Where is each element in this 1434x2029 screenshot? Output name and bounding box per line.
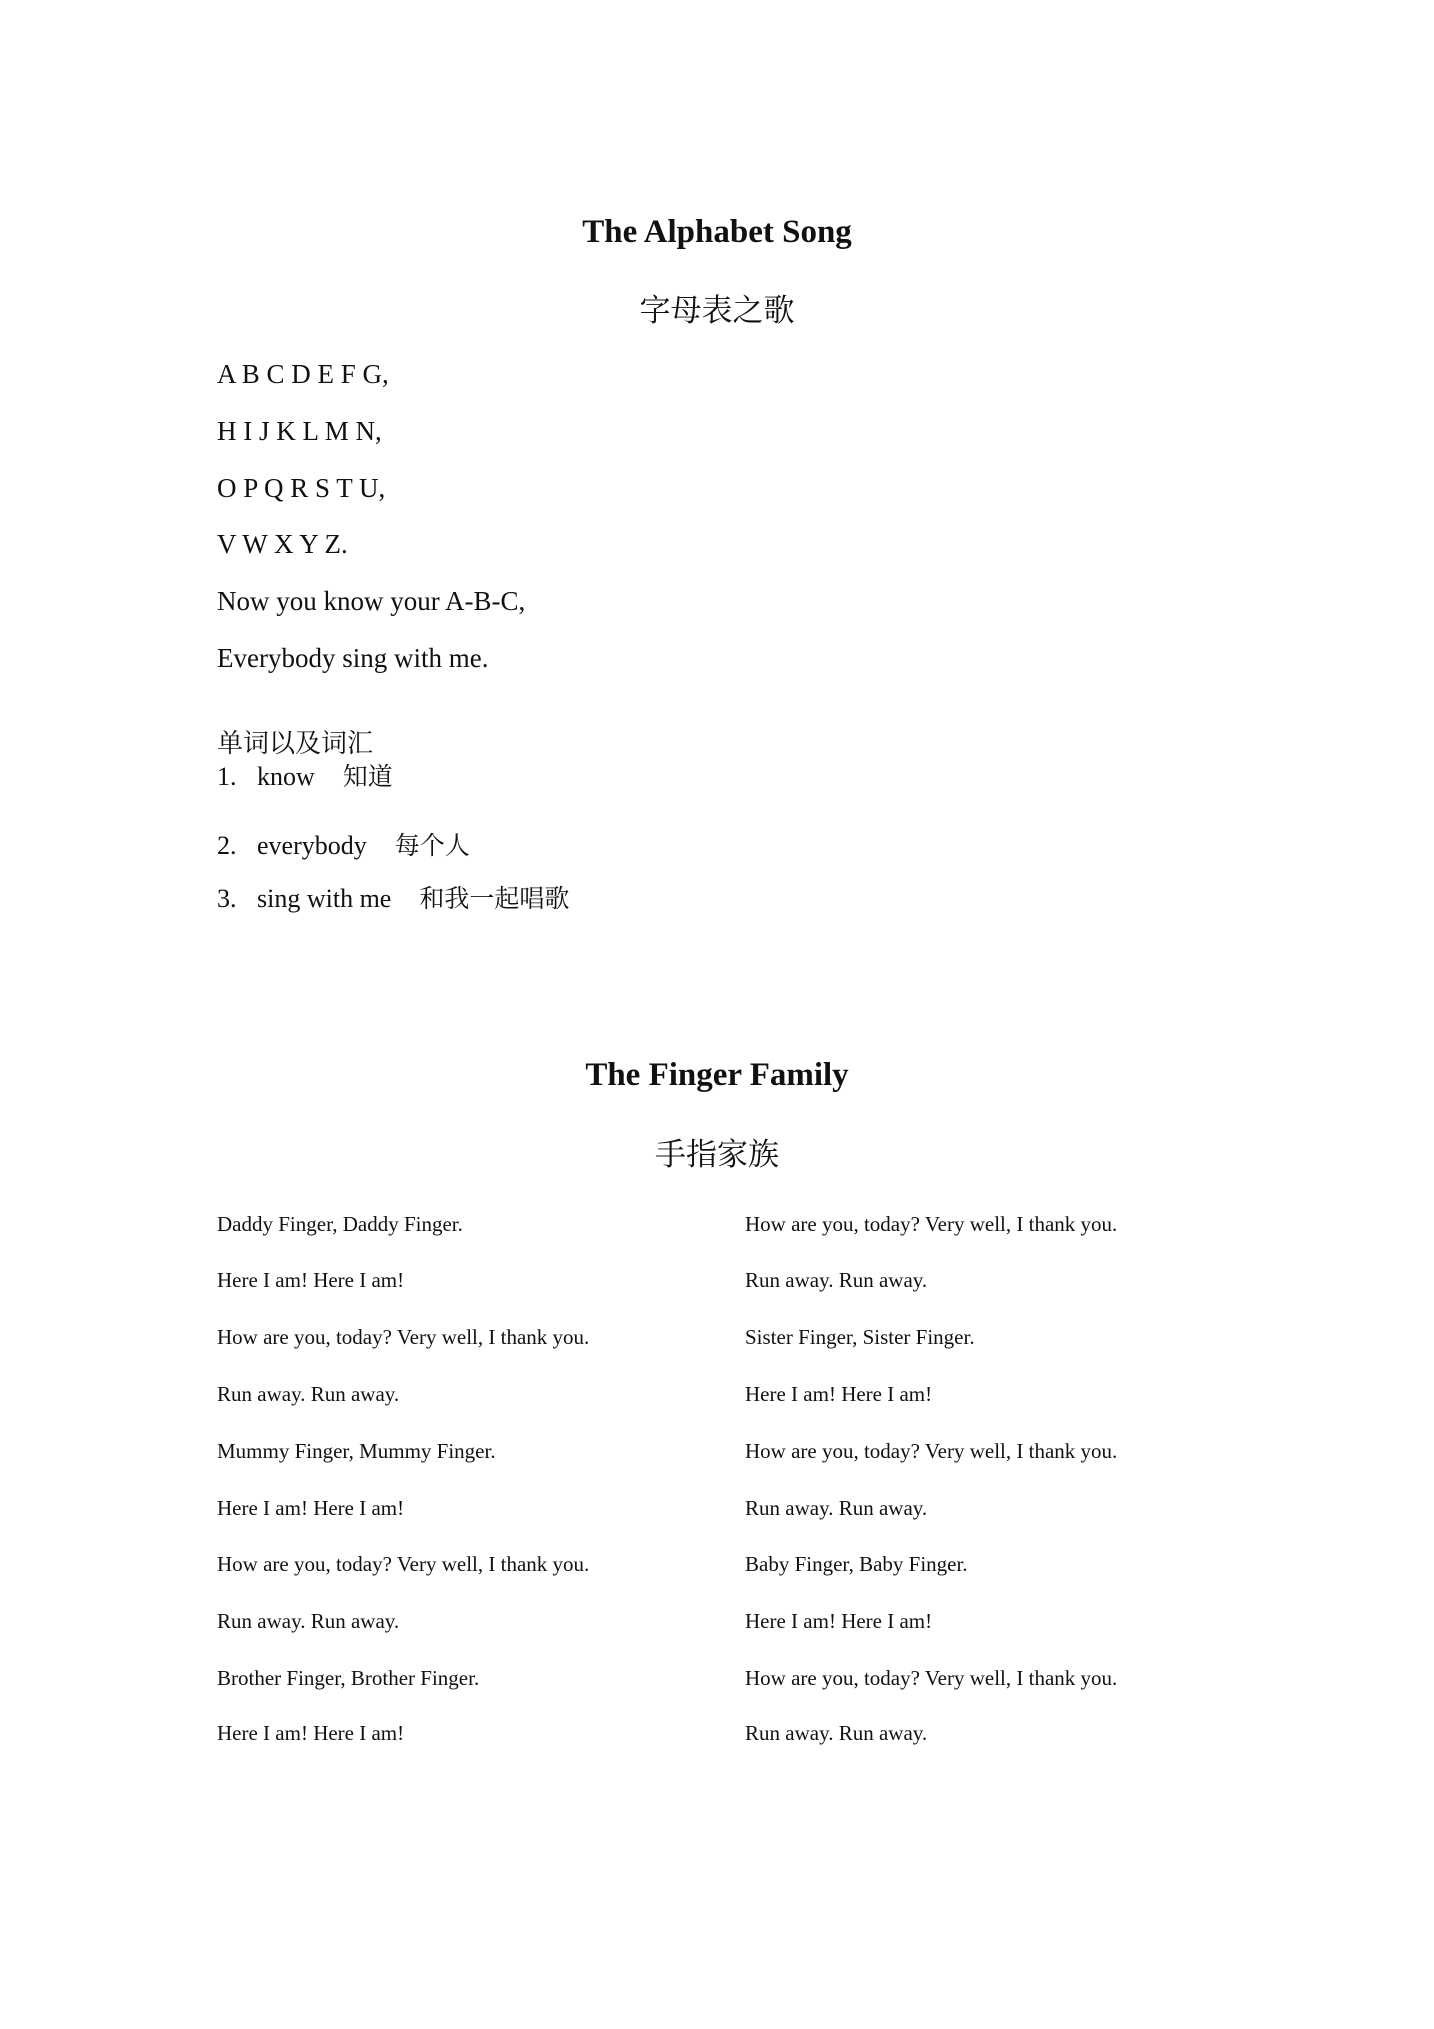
vocab-word: everybody [257, 831, 367, 860]
lyric-line: H I J K L M N, [217, 416, 382, 446]
vocab-meaning: 每个人 [394, 831, 470, 860]
lyric-line: Run away. Run away. [745, 1721, 928, 1745]
vocab-meaning: 和我一起唱歌 [419, 884, 570, 913]
vocab-heading: 单词以及词汇 [217, 729, 374, 759]
lyric-line: Baby Finger, Baby Finger. [745, 1552, 968, 1576]
vocab-word: sing with me [257, 884, 392, 913]
lyric-line: O P Q R S T U, [217, 473, 386, 503]
vocab-number: 1. [217, 762, 237, 791]
vocab-item [217, 757, 393, 793]
lyric-line: Everybody sing with me. [217, 643, 489, 673]
finger-family-subtitle: 手指家族 [655, 1137, 779, 1173]
lyric-line: Here I am! Here I am! [217, 1721, 405, 1745]
vocab-meaning: 知道 [342, 762, 393, 791]
lyric-line: Run away. Run away. [217, 1609, 400, 1633]
vocab-number: 3. [217, 884, 237, 913]
lyric-line: Here I am! Here I am! [217, 1268, 405, 1292]
vocab-word: know [257, 762, 315, 791]
lyric-line: Here I am! Here I am! [745, 1609, 933, 1633]
lyric-line: How are you, today? Very well, I thank you. [217, 1552, 590, 1576]
lyric-line: Mummy Finger, Mummy Finger. [217, 1439, 496, 1463]
alphabet-song-subtitle: 字母表之歌 [639, 293, 795, 329]
lyric-line: V W X Y Z. [217, 529, 348, 559]
lyric-line: Run away. Run away. [745, 1496, 928, 1520]
alphabet-song-title: The Alphabet Song [582, 214, 852, 250]
finger-family-title: The Finger Family [585, 1057, 849, 1093]
lyric-line: How are you, today? Very well, I thank you. [745, 1212, 1118, 1236]
lyric-line: How are you, today? Very well, I thank you. [745, 1666, 1118, 1690]
lyric-line: How are you, today? Very well, I thank you. [217, 1325, 590, 1349]
lyric-line: Here I am! Here I am! [745, 1382, 933, 1406]
vocab-item [217, 879, 569, 915]
lyric-line: Run away. Run away. [217, 1382, 400, 1406]
lyric-line: A B C D E F G, [217, 359, 389, 389]
lyric-line: How are you, today? Very well, I thank you. [745, 1439, 1118, 1463]
lyric-line: Here I am! Here I am! [217, 1496, 405, 1520]
lyric-line: Daddy Finger, Daddy Finger. [217, 1212, 463, 1236]
lyric-line: Now you know your A-B-C, [217, 586, 526, 616]
lyric-line: Brother Finger, Brother Finger. [217, 1666, 480, 1690]
vocab-number: 2. [217, 831, 237, 860]
lyric-line: Run away. Run away. [745, 1268, 928, 1292]
vocab-item [217, 826, 470, 862]
lyric-line: Sister Finger, Sister Finger. [745, 1325, 975, 1349]
